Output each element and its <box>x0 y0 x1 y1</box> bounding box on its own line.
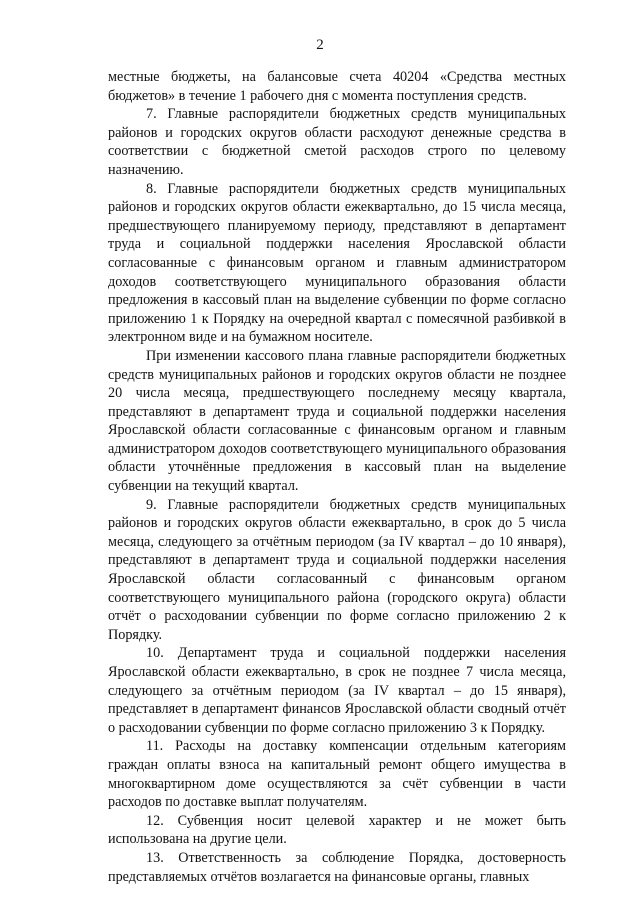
paragraph-p-cont: местные бюджеты, на балансовые счета 40204 «Средства местных бюджетов» в течение 1 рабочего дня с момента поступления средств. <box>108 69 566 104</box>
paragraph-p7: 7. Главные распорядители бюджетных средств муниципальных районов и городских округов области расходуют денежные средства в соответствии с бюджетной сметой расходов строго по целевому назначению. <box>108 106 566 178</box>
paragraph-p11: 11. Расходы на доставку компенсации отдельным категориям граждан оплаты взноса на капитальный ремонт общего имущества в многоквартирном доме осуществляются за счёт субвенции в части расходов по доставке выплат получателям. <box>108 738 566 811</box>
paragraph-p10: 10. Департамент труда и социальной поддержки населения Ярославской области ежеквартально, в срок не позднее 7 числа месяца, следующего за отчётным периодом (за IV квартал – до 15 января), представляет в департамент финансов Ярославской области сводный отчёт о расходовании субвенции по форме согласно приложению 3 к Порядку. <box>108 645 566 736</box>
document-body <box>108 68 566 886</box>
paragraph-p8: 8. Главные распорядители бюджетных средств муниципальных районов и городских округов области ежеквартально, до 15 числа месяца, предшествующего планируемому периоду, представляют в департамент труда и социальной поддержки населения Ярославской области согласованные с финансовым органом и главным администратором доходов соответствующего муниципального образования области предложения в кассовый план на выделение субвенции по форме согласно приложению 1 к Порядку на очередной квартал с помесячной разбивкой в электронном виде и на бумажном носителе. <box>108 180 566 346</box>
page-number: 2 <box>316 37 324 53</box>
paragraph-p8b: При изменении кассового плана главные распорядители бюджетных средств муниципальных районов и городских округов области не позднее 20 числа месяца, предшествующего последнему месяцу квартала, представляют в департамент труда и социальной поддержки населения Ярославской области согласованные с финансовым органом и главным администратором доходов соответствующего муниципального образования области уточнённые предложения в кассовый план на выделение субвенции на текущий квартал. <box>108 347 566 495</box>
paragraph-p9: 9. Главные распорядители бюджетных средств муниципальных районов и городских округов области ежеквартально, в срок до 5 числа месяца, следующего за отчётным периодом (за IV квартал – до 10 января), представляют в департамент труда и социальной поддержки населения Ярославской области согласованный с финансовым органом соответствующего муниципального района (городского округа) области отчёт о расходовании субвенции по форме согласно приложению 2 к Порядку. <box>108 496 566 643</box>
paragraph-p12: 12. Субвенция носит целевой характер и не может быть использована на другие цели. <box>108 812 566 848</box>
paragraph-p13: 13. Ответственность за соблюдение Порядка, достоверность представляемых отчётов возлагается на финансовые органы, главных <box>108 849 566 885</box>
